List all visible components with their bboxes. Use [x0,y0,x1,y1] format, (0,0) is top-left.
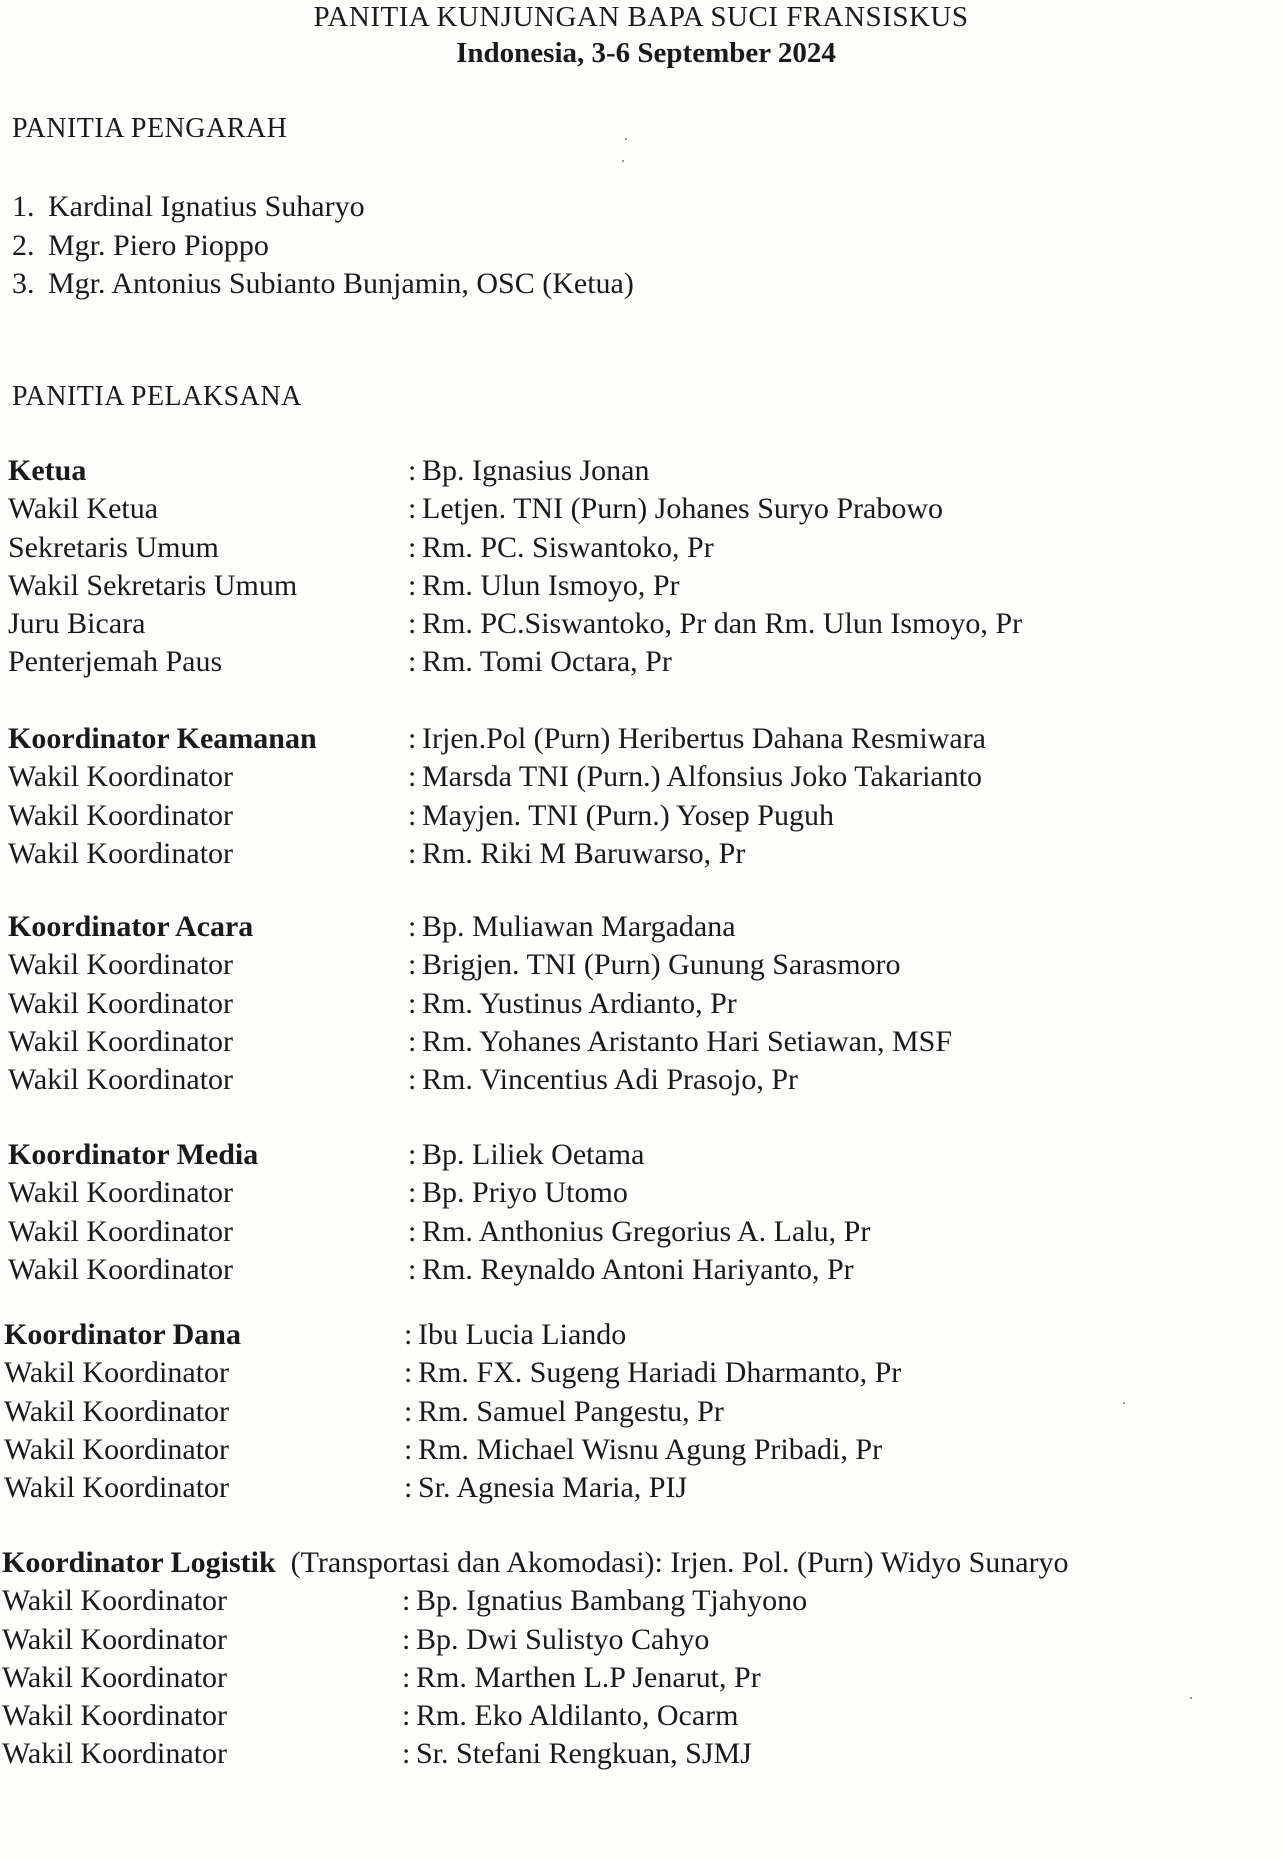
role-row: Wakil Ketua : Letjen. TNI (Purn) Johanes Suryo Prabowo [8,490,1022,528]
person-name: Bp. Liliek Oetama [422,1138,645,1171]
role-label: Wakil Koordinator [8,986,234,1020]
person-name: Ibu Lucia Liando [418,1318,627,1351]
role-row: Koordinator Dana : Ibu Lucia Liando [4,1316,901,1354]
role-label: Wakil Ketua [8,492,159,526]
role-row: Koordinator Keamanan : Irjen.Pol (Purn) Heribertus Dahana Resmiwara [8,720,986,758]
person-name: Rm. Riki M Baruwarso, Pr [422,836,746,870]
role-label: Wakil Koordinator [2,1737,228,1771]
person-name: Rm. PC.Siswantoko, Pr dan Rm. Ulun Ismoyo, Pr [422,607,1023,641]
role-label: Wakil Koordinator [4,1356,230,1390]
role-label: Wakil Koordinator [4,1471,230,1505]
role-row: Ketua : Bp. Ignasius Jonan [8,452,1022,490]
role-label: Wakil Koordinator [2,1622,228,1656]
role-row: Juru Bicara : Rm. PC.Siswantoko, Pr dan Rm. Ulun Ismoyo, Pr [8,605,1022,643]
logistik-block [2,1544,1069,1774]
role-label: Koordinator Dana [4,1318,241,1351]
role-row: Wakil Koordinator : Rm. Yustinus Ardianto, Pr [8,985,952,1023]
dana-block [4,1316,901,1507]
person-name: Irjen.Pol (Purn) Heribertus Dahana Resmiwara [422,722,986,755]
person-name: Rm. Eko Aldilanto, Ocarm [416,1699,739,1733]
person-name: Rm. Reynaldo Antoni Hariyanto, Pr [422,1252,854,1286]
list-number: 1. [12,190,35,223]
role-label: Wakil Koordinator [8,1214,234,1248]
role-label: Wakil Koordinator [2,1584,228,1618]
scan-speck [625,138,627,140]
role-row: Wakil Koordinator : Rm. Vincentius Adi Prasojo, Pr [8,1061,952,1099]
role-row: Wakil Koordinator : Rm. Yohanes Aristanto Hari Setiawan, MSF [8,1023,952,1061]
acara-block [8,908,952,1099]
role-row: Wakil Koordinator : Sr. Stefani Rengkuan, SJMJ [2,1735,1069,1773]
role-label: Wakil Koordinator [4,1394,230,1428]
person-name: Bp. Ignatius Bambang Tjahyono [416,1584,808,1618]
document-title: PANITIA KUNJUNGAN BAPA SUCI FRANSISKUS [313,1,969,33]
person-name: Rm. Tomi Octara, Pr [422,645,672,679]
role-row: Wakil Koordinator : Bp. Dwi Sulistyo Cahyo [2,1621,1069,1659]
person-name: Rm. Vincentius Adi Prasojo, Pr [422,1063,798,1097]
person-name: Rm. Samuel Pangestu, Pr [418,1394,724,1428]
role-row: Wakil Koordinator : Rm. Eko Aldilanto, Ocarm [2,1697,1069,1735]
role-row: Koordinator Acara : Bp. Muliawan Margadana [8,908,952,946]
role-row: Koordinator Media : Bp. Liliek Oetama [8,1136,870,1174]
person-name: Sr. Stefani Rengkuan, SJMJ [416,1737,752,1771]
role-row: Wakil Koordinator : Bp. Priyo Utomo [8,1174,870,1212]
role-label: Koordinator Acara [8,910,254,943]
person-name: Bp. Muliawan Margadana [422,910,736,943]
scan-speck [622,160,624,162]
person-name: Bp. Priyo Utomo [422,1176,628,1210]
role-row: Wakil Koordinator : Rm. Marthen L.P Jenarut, Pr [2,1659,1069,1697]
person-name: Rm. Yohanes Aristanto Hari Setiawan, MSF [422,1024,953,1058]
person-name: Rm. Michael Wisnu Agung Pribadi, Pr [418,1432,883,1466]
role-label: Wakil Koordinator [8,1024,234,1058]
person-name: Marsda TNI (Purn.) Alfonsius Joko Takarianto [422,760,983,794]
list-item [12,265,634,304]
member-name: Kardinal Ignatius Suharyo [48,190,365,223]
role-label: Wakil Koordinator [8,948,234,982]
document-subtitle: Indonesia, 3-6 September 2024 [456,37,836,69]
role-row: Penterjemah Paus : Rm. Tomi Octara, Pr [8,643,1022,681]
media-block [8,1136,870,1289]
person-name: Rm. Anthonius Gregorius A. Lalu, Pr [422,1214,871,1248]
person-name: Brigjen. TNI (Purn) Gunung Sarasmoro [422,948,901,982]
role-row: Wakil Koordinator : Rm. Anthonius Gregorius A. Lalu, Pr [8,1213,870,1251]
list-number: 3. [12,267,35,300]
role-row: Wakil Koordinator : Marsda TNI (Purn.) Alfonsius Joko Takarianto [8,758,986,796]
role-label: Wakil Koordinator [8,1063,234,1097]
role-label: Sekretaris Umum [8,530,219,564]
role-label: Penterjemah Paus [8,645,223,679]
role-label: Ketua [8,454,87,487]
role-row: Sekretaris Umum : Rm. PC. Siswantoko, Pr [8,529,1022,567]
person-name: (Transportasi dan Akomodasi): Irjen. Pol. (Purn) Widyo Sunaryo [290,1546,1069,1579]
role-label: Wakil Sekretaris Umum [8,568,298,602]
person-name: Rm. Yustinus Ardianto, Pr [422,986,737,1020]
list-number: 2. [12,228,35,262]
role-label: Koordinator Keamanan [8,722,317,755]
list-item [12,188,634,227]
role-label: Wakil Koordinator [8,836,234,870]
role-row: Wakil Koordinator : Rm. Riki M Baruwarso, Pr [8,835,986,873]
scan-speck [1190,1697,1192,1699]
person-name: Rm. FX. Sugeng Hariadi Dharmanto, Pr [418,1356,902,1390]
keamanan-block [8,720,986,873]
role-label: Wakil Koordinator [2,1699,228,1733]
person-name: Sr. Agnesia Maria, PIJ [418,1471,688,1505]
role-label: Wakil Koordinator [8,760,234,794]
person-name: Letjen. TNI (Purn) Johanes Suryo Prabowo [422,492,944,526]
role-row: Wakil Koordinator : Bp. Ignatius Bambang Tjahyono [2,1582,1069,1620]
leadership-block [8,452,1022,682]
role-row: Wakil Sekretaris Umum : Rm. Ulun Ismoyo, Pr [8,567,1022,605]
person-name: Mayjen. TNI (Purn.) Yosep Puguh [422,798,834,832]
role-row: Wakil Koordinator : Brigjen. TNI (Purn) Gunung Sarasmoro [8,946,952,984]
role-row: Wakil Koordinator : Rm. Reynaldo Antoni Hariyanto, Pr [8,1251,870,1289]
person-name: Rm. Marthen L.P Jenarut, Pr [416,1660,761,1694]
role-row: Wakil Koordinator : Rm. Michael Wisnu Agung Pribadi, Pr [4,1431,901,1469]
role-label: Wakil Koordinator [2,1660,228,1694]
role-row [2,1544,1069,1582]
steering-committee-list [12,188,634,304]
role-label: Wakil Koordinator [8,1176,234,1210]
role-row: Wakil Koordinator : Rm. FX. Sugeng Hariadi Dharmanto, Pr [4,1354,901,1392]
role-label: Wakil Koordinator [8,1252,234,1286]
member-name: Mgr. Piero Pioppo [48,228,269,262]
section-heading-pelaksana: PANITIA PELAKSANA [12,381,302,412]
role-row: Wakil Koordinator : Rm. Samuel Pangestu, Pr [4,1393,901,1431]
role-label: Wakil Koordinator [8,798,234,832]
person-name: Bp. Dwi Sulistyo Cahyo [416,1622,710,1656]
role-row: Wakil Koordinator : Sr. Agnesia Maria, PIJ [4,1469,901,1507]
person-name: Rm. PC. Siswantoko, Pr [422,530,714,564]
role-label: Koordinator Media [8,1138,259,1171]
role-row: Wakil Koordinator : Mayjen. TNI (Purn.) Yosep Puguh [8,797,986,835]
list-item [12,227,634,266]
role-label: Juru Bicara [8,607,146,641]
person-name: Bp. Ignasius Jonan [422,454,650,487]
person-name: Rm. Ulun Ismoyo, Pr [422,568,680,602]
member-name: Mgr. Antonius Subianto Bunjamin, OSC (Ketua) [48,267,634,300]
role-label: Koordinator Logistik [2,1546,276,1579]
scan-speck [1123,1402,1125,1404]
section-heading-pengarah: PANITIA PENGARAH [12,113,288,144]
role-label: Wakil Koordinator [4,1432,230,1466]
